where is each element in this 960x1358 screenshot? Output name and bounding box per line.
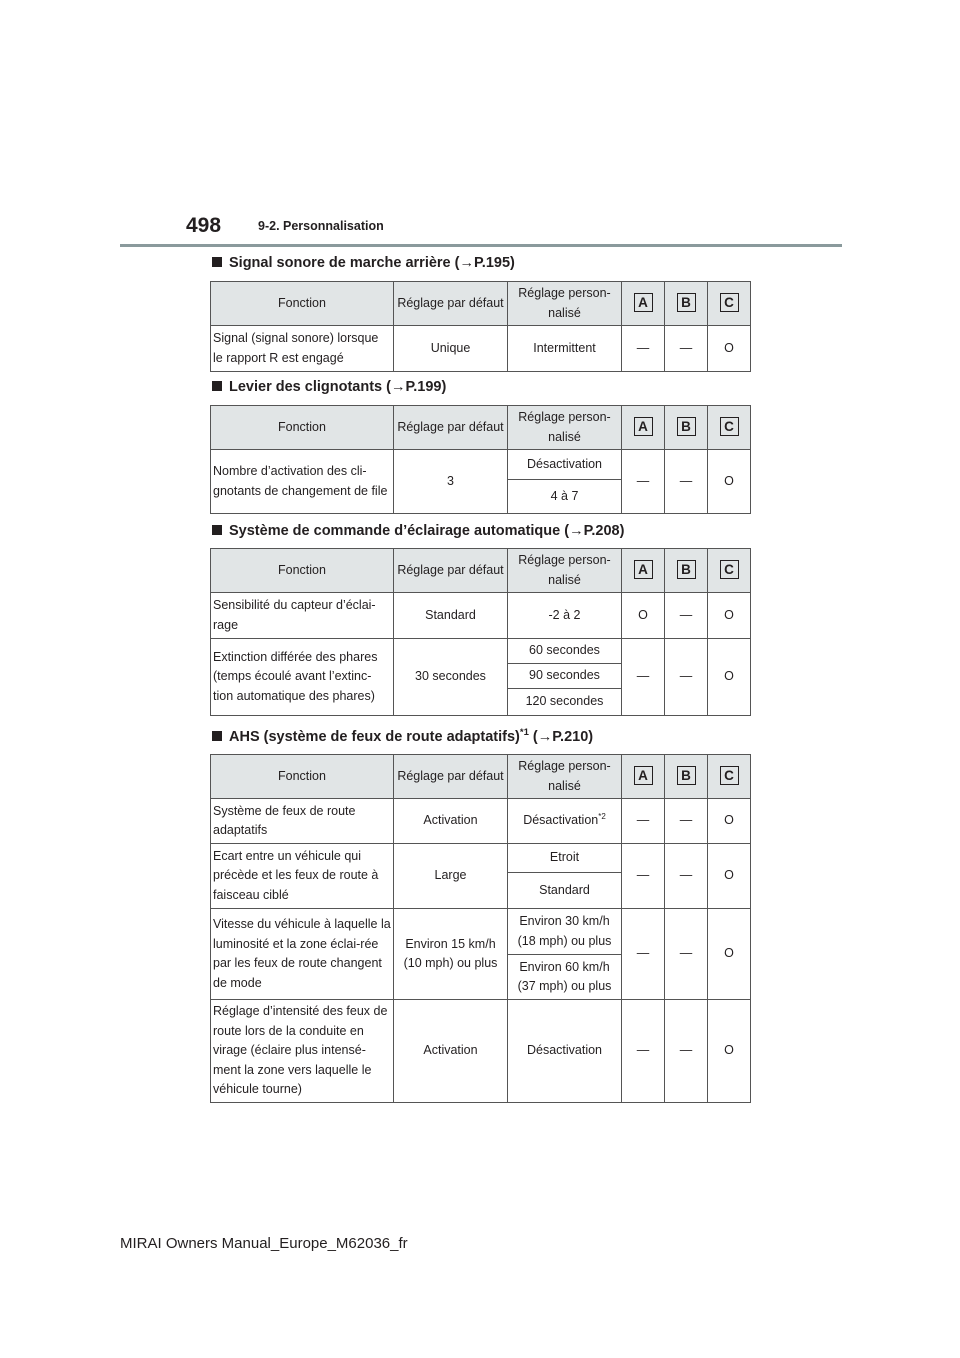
col-header-c: [708, 282, 751, 326]
cell-c: O: [708, 593, 751, 639]
cell-perso: Désactivation: [508, 450, 622, 480]
table-signal-sonore: [210, 281, 751, 372]
letter-c-icon: C: [720, 560, 739, 579]
cell-perso: 60 secondes: [508, 639, 622, 664]
cell-perso: Environ 60 km/h (37 mph) ou plus: [508, 955, 622, 1000]
cell-defaut: Unique: [394, 326, 508, 372]
cell-b: —: [665, 844, 708, 909]
cell-perso: 120 secondes: [508, 689, 622, 716]
cell-a: —: [622, 909, 665, 1000]
heading-signal-sonore: [212, 255, 515, 271]
letter-a-icon: A: [634, 293, 653, 312]
cell-defaut: Activation: [394, 1000, 508, 1103]
cell-fonction: Vitesse du véhicule à laquelle la luminosité et la zone éclai-rée par les feux de route changent de mode: [211, 909, 394, 1000]
col-header-fonction: Fonction: [211, 755, 394, 799]
cell-fonction: Ecart entre un véhicule qui précède et les feux de route à faisceau ciblé: [211, 844, 394, 909]
cell-defaut: Standard: [394, 593, 508, 639]
col-header-perso: Réglage person-nalisé: [508, 549, 622, 593]
table-clignotants: [210, 405, 751, 514]
cell-b: —: [665, 799, 708, 844]
table-row: [211, 909, 751, 955]
col-header-a: [622, 282, 665, 326]
cell-defaut: Activation: [394, 799, 508, 844]
page-reference: (→P.210): [528, 729, 594, 745]
col-header-defaut: Réglage par défaut: [394, 549, 508, 593]
bullet-square-icon: [212, 257, 222, 267]
page-reference: →P.208): [569, 523, 625, 539]
cell-a: —: [622, 326, 665, 372]
cell-perso: 90 secondes: [508, 664, 622, 689]
cell-fonction: Signal (signal sonore) lorsque le rapport R est engagé: [211, 326, 394, 372]
cell-perso: 4 à 7: [508, 480, 622, 514]
letter-a-icon: A: [634, 417, 653, 436]
col-header-a: [622, 406, 665, 450]
cell-c: O: [708, 844, 751, 909]
letter-b-icon: B: [677, 766, 696, 785]
header-rule: [120, 244, 842, 247]
page-number: 498: [186, 214, 222, 237]
letter-c-icon: C: [720, 293, 739, 312]
page-reference: →P.195): [459, 255, 515, 271]
col-header-fonction: Fonction: [211, 406, 394, 450]
letter-c-icon: C: [720, 417, 739, 436]
page-reference: →P.199): [390, 379, 447, 395]
letter-c-icon: C: [720, 766, 739, 785]
heading-clignotants: [212, 379, 446, 395]
table-row: [211, 639, 751, 664]
cell-perso: Environ 30 km/h (18 mph) ou plus: [508, 909, 622, 955]
cell-fonction: Réglage d’intensité des feux de route lors de la conduite en virage (éclaire plus intensé-ment la zone vers laquelle le véhicule tourne): [211, 1000, 394, 1103]
cell-a: —: [622, 844, 665, 909]
cell-c: O: [708, 909, 751, 1000]
table-row: [211, 1000, 751, 1103]
cell-b: —: [665, 639, 708, 716]
bullet-square-icon: [212, 731, 222, 741]
col-header-defaut: Réglage par défaut: [394, 282, 508, 326]
table-row: [211, 799, 751, 844]
cell-perso: Etroit: [508, 844, 622, 873]
bullet-square-icon: [212, 381, 222, 391]
table-eclairage: [210, 548, 751, 716]
cell-perso: Intermittent: [508, 326, 622, 372]
cell-b: —: [665, 909, 708, 1000]
cell-c: O: [708, 450, 751, 514]
col-header-b: [665, 406, 708, 450]
footer-manual-id: MIRAI Owners Manual_Europe_M62036_fr: [120, 1235, 408, 1252]
table-row: [211, 450, 751, 480]
cell-b: —: [665, 593, 708, 639]
table-ahs: [210, 754, 751, 1103]
heading-text: Signal sonore de marche arrière (: [229, 255, 460, 271]
cell-fonction: Extinction différée des phares (temps écoulé avant l’extinc-tion automatique des phares): [211, 639, 394, 716]
cell-a: —: [622, 799, 665, 844]
cell-a: —: [622, 450, 665, 514]
heading-text: AHS (système de feux de route adaptatifs): [229, 729, 520, 745]
cell-perso: [508, 799, 622, 844]
col-header-defaut: Réglage par défaut: [394, 755, 508, 799]
cell-defaut: Large: [394, 844, 508, 909]
col-header-perso: Réglage person-nalisé: [508, 755, 622, 799]
cell-defaut: 30 secondes: [394, 639, 508, 716]
cell-b: —: [665, 1000, 708, 1103]
cell-c: O: [708, 639, 751, 716]
cell-c: O: [708, 326, 751, 372]
col-header-a: [622, 755, 665, 799]
col-header-a: [622, 549, 665, 593]
footnote-marker: *2: [598, 812, 606, 822]
bullet-square-icon: [212, 525, 222, 535]
letter-b-icon: B: [677, 293, 696, 312]
cell-fonction: Nombre d’activation des cli-gnotants de changement de file: [211, 450, 394, 514]
cell-a: —: [622, 1000, 665, 1103]
cell-a: O: [622, 593, 665, 639]
cell-b: —: [665, 326, 708, 372]
cell-perso: Standard: [508, 873, 622, 909]
cell-perso: Désactivation: [508, 1000, 622, 1103]
cell-b: —: [665, 450, 708, 514]
section-title: 9-2. Personnalisation: [258, 219, 384, 233]
col-header-b: [665, 549, 708, 593]
cell-c: O: [708, 799, 751, 844]
cell-a: —: [622, 639, 665, 716]
cell-defaut: 3: [394, 450, 508, 514]
heading-text: Système de commande d’éclairage automatique (: [229, 523, 570, 539]
col-header-perso: Réglage person-nalisé: [508, 406, 622, 450]
footnote-marker: *1: [519, 727, 529, 738]
heading-text: Levier des clignotants (: [229, 379, 391, 395]
cell-defaut: Environ 15 km/h (10 mph) ou plus: [394, 909, 508, 1000]
heading-eclairage: [212, 523, 624, 539]
col-header-fonction: Fonction: [211, 549, 394, 593]
cell-perso-text: Désactivation: [523, 813, 599, 828]
col-header-b: [665, 755, 708, 799]
table-row: [211, 593, 751, 639]
table-row: [211, 326, 751, 372]
col-header-perso: Réglage person-nalisé: [508, 282, 622, 326]
letter-a-icon: A: [634, 766, 653, 785]
col-header-b: [665, 282, 708, 326]
letter-b-icon: B: [677, 417, 696, 436]
cell-fonction: Système de feux de route adaptatifs: [211, 799, 394, 844]
cell-c: O: [708, 1000, 751, 1103]
letter-b-icon: B: [677, 560, 696, 579]
table-row: [211, 844, 751, 873]
col-header-c: [708, 549, 751, 593]
col-header-c: [708, 406, 751, 450]
col-header-defaut: Réglage par défaut: [394, 406, 508, 450]
letter-a-icon: A: [634, 560, 653, 579]
heading-ahs: [212, 729, 593, 745]
col-header-fonction: Fonction: [211, 282, 394, 326]
col-header-c: [708, 755, 751, 799]
cell-fonction: Sensibilité du capteur d’éclai-rage: [211, 593, 394, 639]
cell-perso: -2 à 2: [508, 593, 622, 639]
